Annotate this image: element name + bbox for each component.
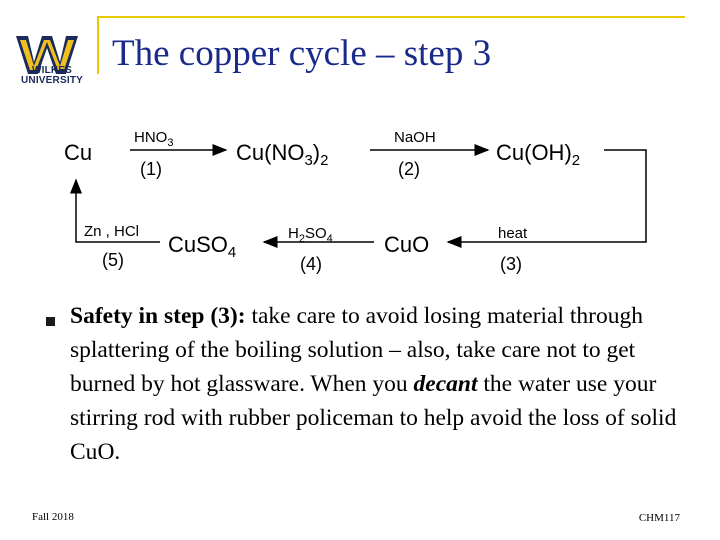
safety-text-1: take care to avoid losing material through splattering of the boiling solution – also, take care not to get burned by hot glassware. When you	[70, 303, 643, 397]
node-cu-no3-2: $Cu(NO_3)_2$	[236, 140, 329, 169]
accent-horizontal-line	[97, 16, 685, 18]
safety-paragraph	[70, 299, 690, 469]
node-cuso4: CuSO$_4$	[168, 232, 237, 261]
reagent-zn-hcl: Zn , HCl	[84, 223, 140, 240]
step-1-label: (1)	[140, 159, 162, 179]
step-5-label: (5)	[102, 250, 124, 270]
copper-cycle-diagram	[58, 120, 658, 280]
step-2-label: (2)	[398, 159, 420, 179]
reagent-hno3: $HNO_3$	[134, 129, 174, 149]
node-cu-oh-2: $Cu(OH)_2$	[496, 140, 581, 169]
bullet-marker	[46, 317, 55, 326]
footer-date: Fall 2018	[32, 511, 74, 523]
accent-vertical-line	[97, 16, 99, 74]
node-cuo: CuO	[384, 232, 430, 257]
safety-lead: Safety in step (3):	[70, 303, 246, 329]
decant-word: decant	[413, 371, 478, 397]
reagent-h2so4: $H_2SO_4$	[288, 225, 333, 245]
reagent-naoh: NaOH	[394, 129, 436, 146]
step-4-label: (4)	[300, 254, 322, 274]
safety-text-3: O.	[97, 439, 121, 465]
node-cu: Cu	[64, 140, 93, 165]
step-3-label: (3)	[500, 254, 522, 274]
footer-course: CHM117	[638, 512, 680, 524]
safety-text-2: the water use your stirring rod with rubber policeman to help avoid the loss of solid Cu	[70, 371, 677, 465]
slide-title: The copper cycle – step 3	[112, 33, 492, 74]
reagent-heat: heat	[498, 225, 528, 242]
university-name: WILKES UNIVERSITY	[20, 65, 83, 86]
